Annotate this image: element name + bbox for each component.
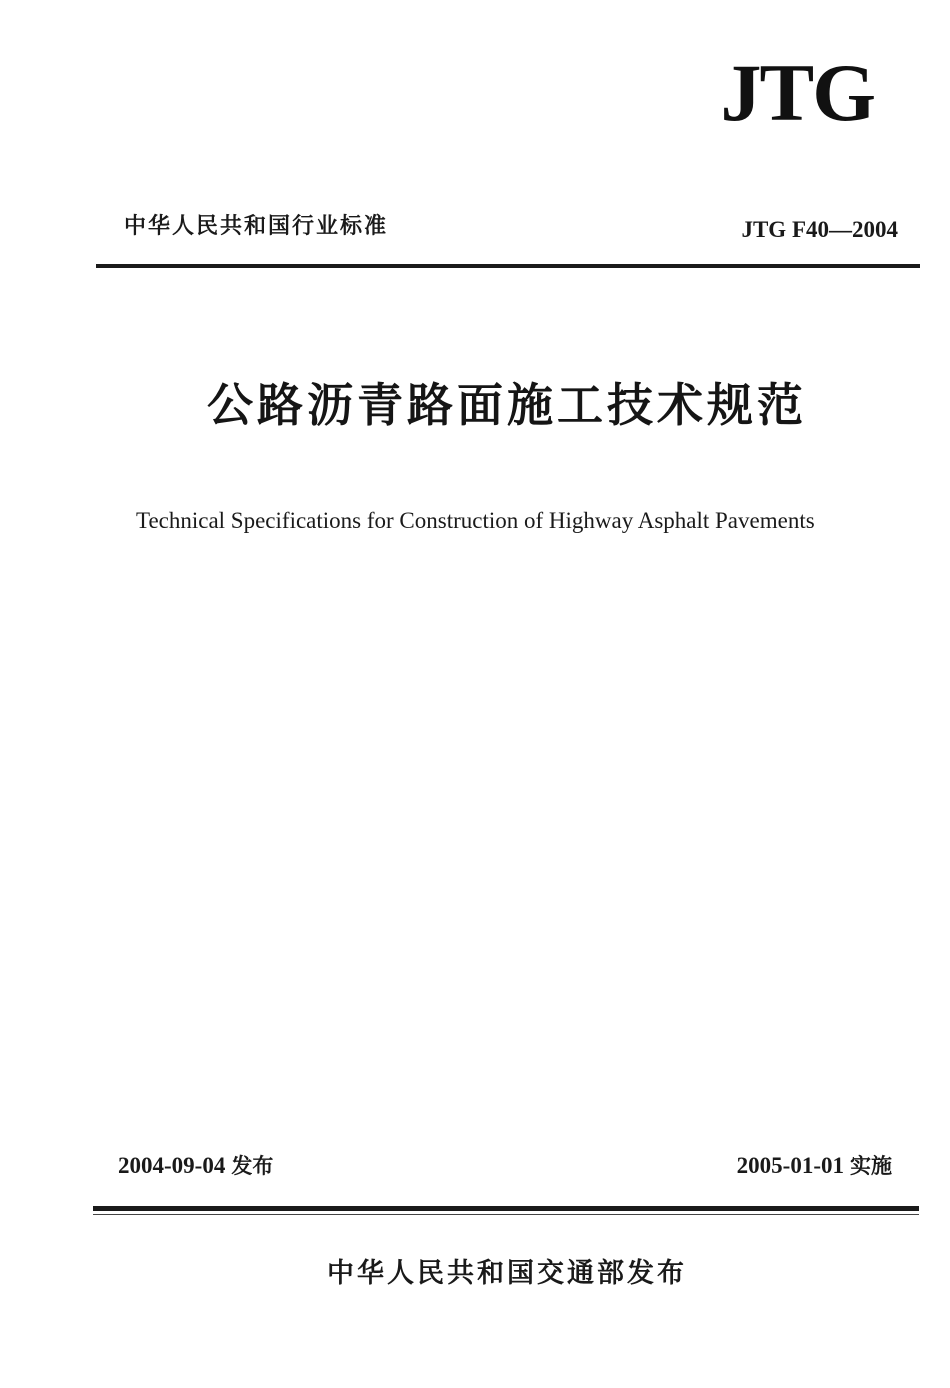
header-divider xyxy=(96,264,920,268)
implement-date: 2005-01-01 xyxy=(736,1153,844,1178)
issuer: 中华人民共和国交通部发布 xyxy=(327,1258,687,1289)
issue-date-line xyxy=(118,1152,273,1180)
issue-label: 发布 xyxy=(231,1154,274,1178)
standard-code: JTG F40—2004 xyxy=(741,217,898,242)
implement-label: 实施 xyxy=(850,1154,892,1178)
footer-divider-thick xyxy=(93,1206,919,1211)
implement-date-line xyxy=(737,1152,892,1180)
document-title-chinese: 公路沥青路面施工技术规范 xyxy=(207,378,807,432)
document-title-english: Technical Specifications for Construction of Highway Asphalt Pavements xyxy=(136,508,815,533)
issue-date: 2004-09-04 xyxy=(118,1153,226,1178)
footer-divider-thin xyxy=(93,1214,919,1215)
standard-type: 中华人民共和国行业标准 xyxy=(124,214,389,239)
jtg-logo: JTG xyxy=(720,47,874,138)
